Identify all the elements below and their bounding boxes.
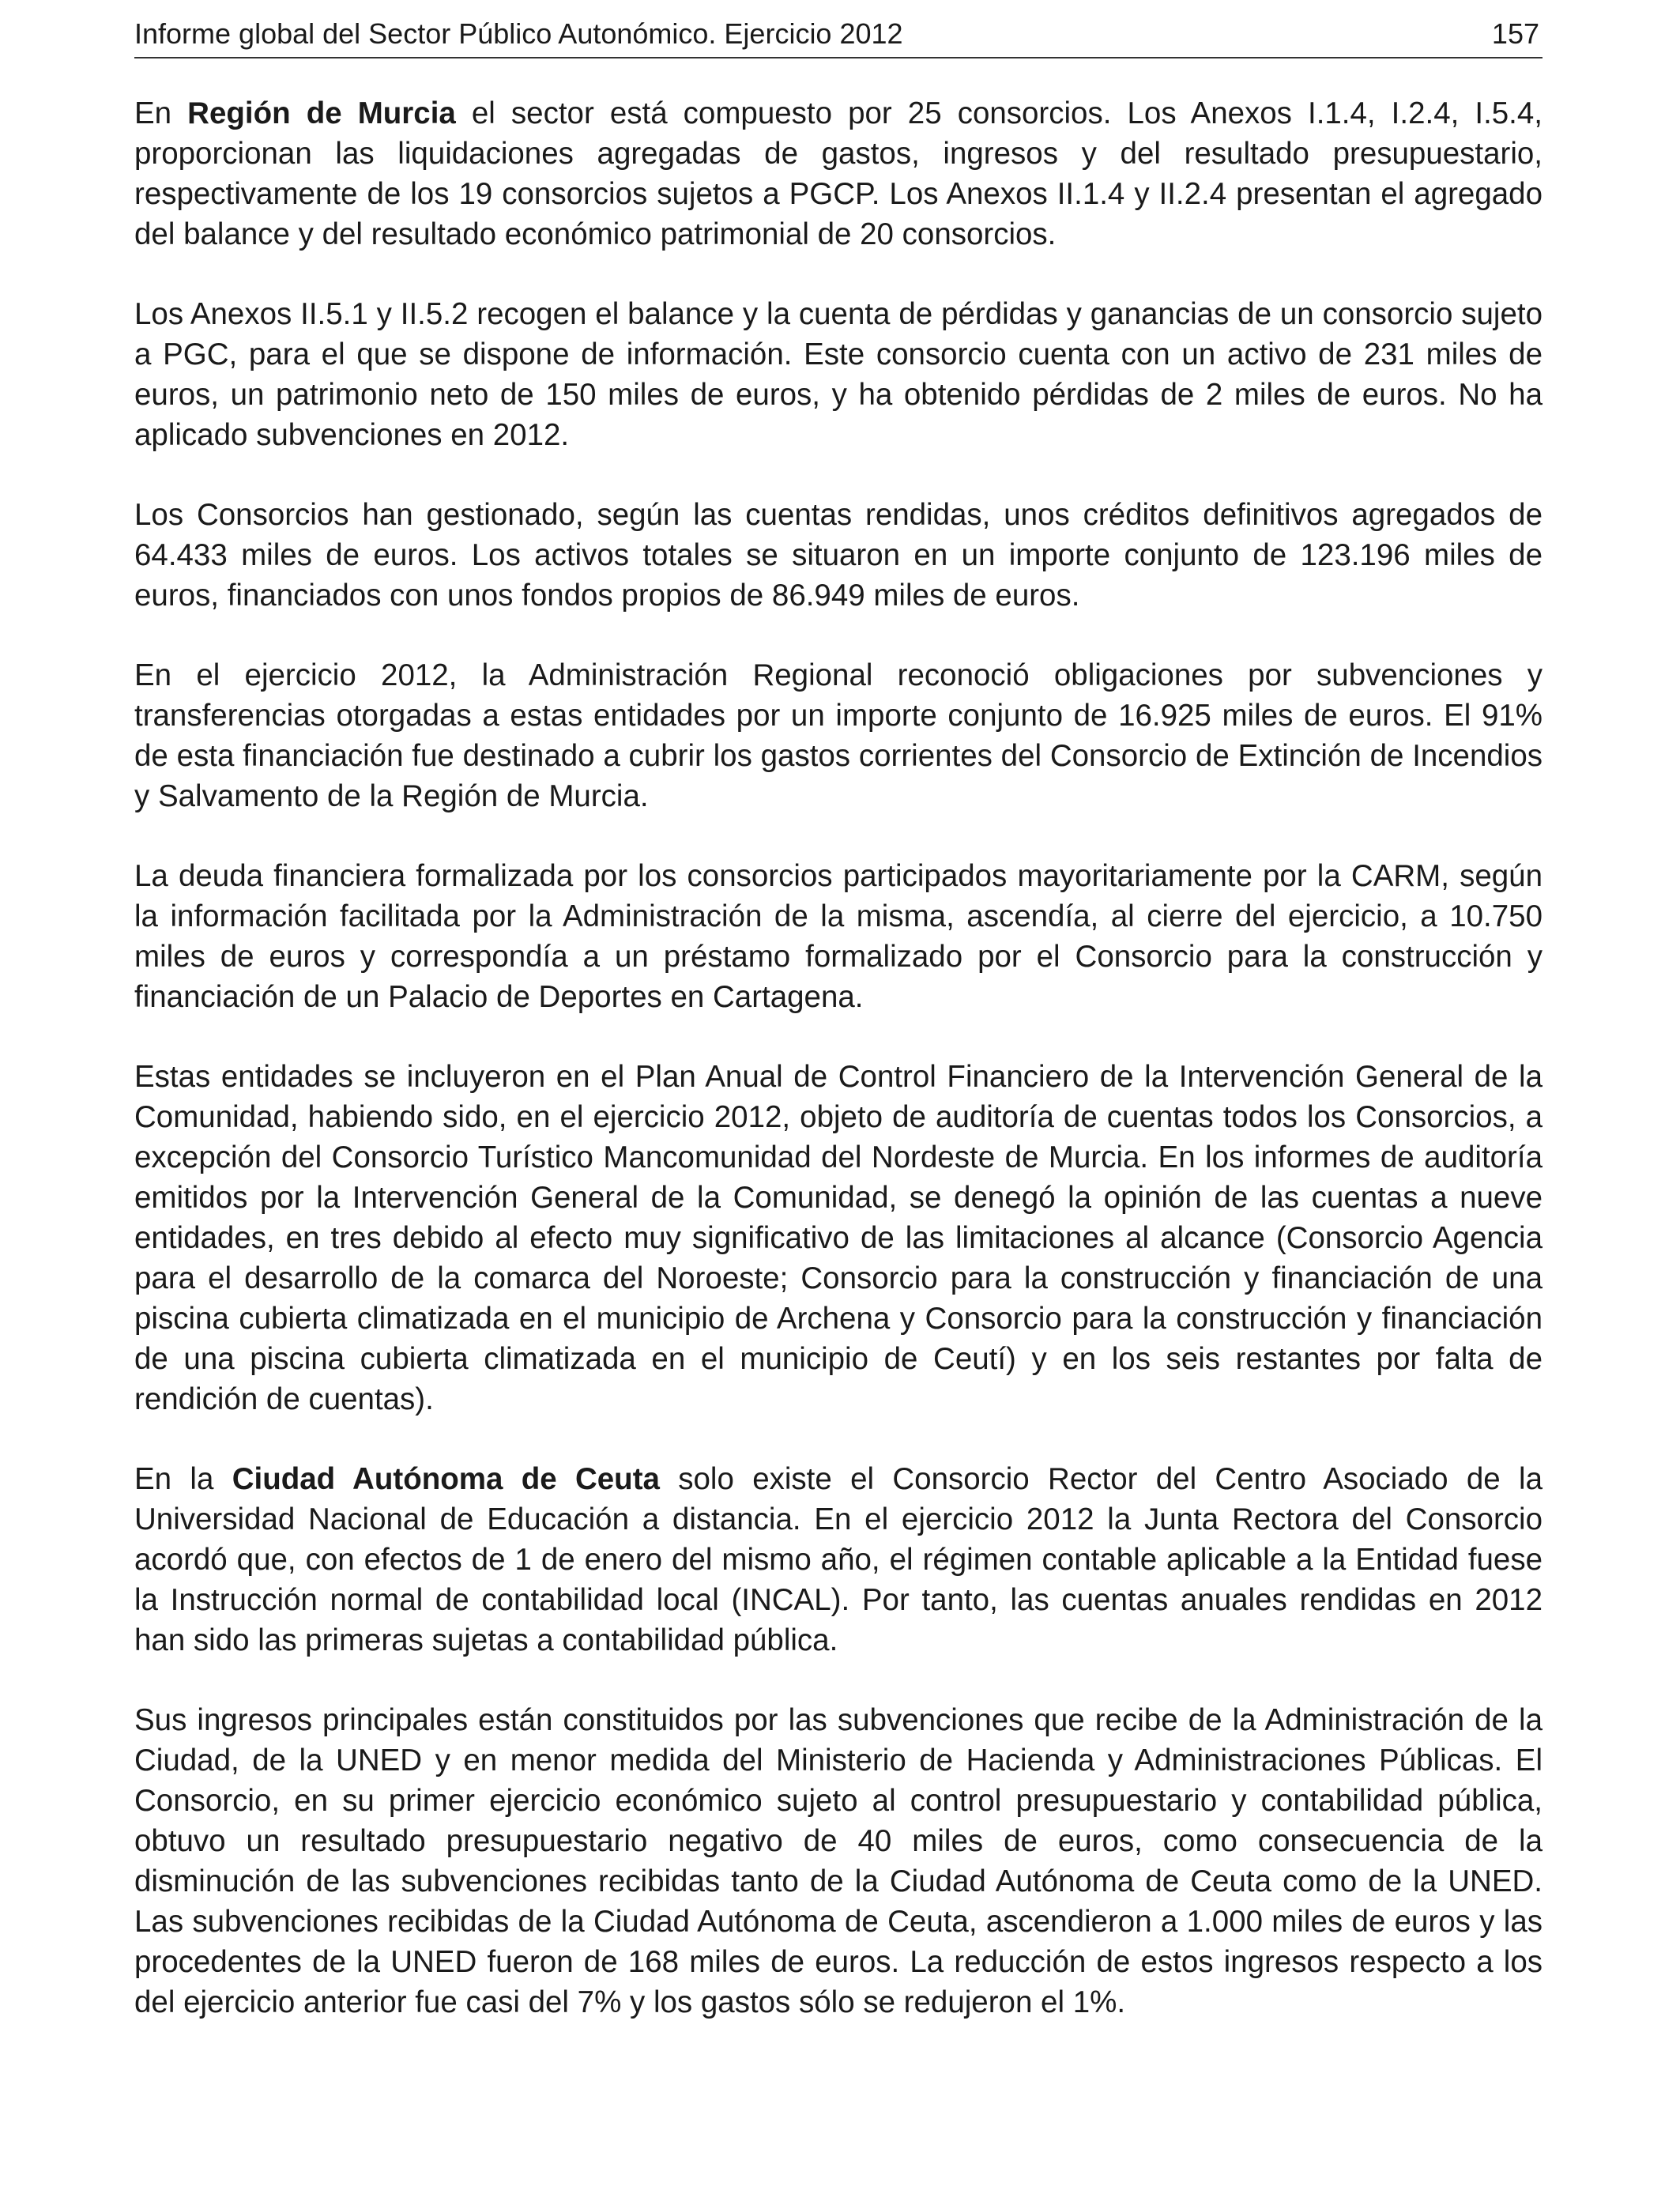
paragraph-financial-debt: La deuda financiera formalizada por los consorcios participados mayoritariamente por la CARM, según la información facilitada por la Administración de la misma, ascendía, al cierre del ejercicio, a 10.750 miles de euros y correspondía a un préstamo formalizado por el Consorcio para la construcción y financiación de un Palacio de Deportes en Cartagena. <box>134 859 1543 1014</box>
paragraph-ceuta-intro <box>134 1459 1543 1661</box>
paragraph-lead: En la <box>134 1462 232 1496</box>
page-header <box>134 14 1543 58</box>
paragraph-subsidies: En el ejercicio 2012, la Administración Regional reconoció obligaciones por subvenciones y transferencias otorgadas a estas entidades por un importe conjunto de 16.925 miles de euros. El 91% de esta financiación fue destinado a cubrir los gastos corrientes del Consorcio de Extinción de Incendios y Salvamento de la Región de Murcia. <box>134 658 1543 813</box>
page-number: 157 <box>1491 17 1539 50</box>
paragraph-pgc-consortium: Los Anexos II.5.1 y II.5.2 recogen el balance y la cuenta de pérdidas y ganancias de un consorcio sujeto a PGC, para el que se dispone de información. Este consorcio cuenta con un activo de 231 miles de euros, un patrimonio neto de 150 miles de euros, y ha obtenido pérdidas de 2 miles de euros. No ha aplicado subvenciones en 2012. <box>134 297 1543 452</box>
paragraph-credits-assets: Los Consorcios han gestionado, según las cuentas rendidas, unos créditos definitivos agregados de 64.433 miles de euros. Los activos totales se situaron en un importe conjunto de 123.196 miles de euros, financiados con unos fondos propios de 86.949 miles de euros. <box>134 498 1543 613</box>
paragraph-ceuta-income: Sus ingresos principales están constituidos por las subvenciones que recibe de la Administración de la Ciudad, de la UNED y en menor medida del Ministerio de Hacienda y Administraciones Públicas. El Consorcio, en su primer ejercicio económico sujeto al control presupuestario y contabilidad pública, obtuvo un resultado presupuestario negativo de 40 miles de euros, como consecuencia de la disminución de las subvenciones recibidas tanto de la Ciudad Autónoma de Ceuta como de la UNED. Las subvenciones recibidas de la Ciudad Autónoma de Ceuta, ascendieron a 1.000 miles de euros y las procedentes de la UNED fueron de 168 miles de euros. La reducción de estos ingresos respecto a los del ejercicio anterior fue casi del 7% y los gastos sólo se redujeron el 1%. <box>134 1703 1543 2019</box>
paragraph-audit: Estas entidades se incluyeron en el Plan Anual de Control Financiero de la Intervención General de la Comunidad, habiendo sido, en el ejercicio 2012, objeto de auditoría de cuentas todos los Consorcios, a excepción del Consorcio Turístico Mancomunidad del Nordeste de Murcia. En los informes de auditoría emitidos por la Intervención General de la Comunidad, se denegó la opinión de las cuentas a nueve entidades, en tres debido al efecto muy significativo de las limitaciones al alcance (Consorcio Agencia para el desarrollo de la comarca del Noroeste; Consorcio para la construcción y financiación de una piscina cubierta climatizada en el municipio de Archena y Consorcio para la construcción y financiación de una piscina cubierta climatizada en el municipio de Ceutí) y en los seis restantes por falta de rendición de cuentas). <box>134 1060 1543 1416</box>
paragraph-lead: En <box>134 96 188 130</box>
region-name-bold: Ciudad Autónoma de Ceuta <box>232 1462 660 1496</box>
header-title: Informe global del Sector Público Autonómico. Ejercicio 2012 <box>134 17 903 50</box>
paragraph-rest: solo existe el Consorcio Rector del Centro Asociado de la Universidad Nacional de Educación a distancia. En el ejercicio 2012 la Junta Rectora del Consorcio acordó que, con efectos de 1 de enero del mismo año, el régimen contable aplicable a la Entidad fuese la Instrucción normal de contabilidad local (INCAL). Por tanto, las cuentas anuales rendidas en 2012 han sido las primeras sujetas a contabilidad pública. <box>134 1462 1543 1657</box>
region-name-bold: Región de Murcia <box>187 96 456 130</box>
paragraph-murcia-intro <box>134 93 1543 254</box>
document-body <box>134 93 1543 2062</box>
paragraph-rest: el sector está compuesto por 25 consorcios. Los Anexos I.1.4, I.2.4, I.5.4, proporcionan las liquidaciones agregadas de gastos, ingresos y del resultado presupuestario, respectivamente de los 19 consorcios sujetos a PGCP. Los Anexos II.1.4 y II.2.4 presentan el agregado del balance y del resultado económico patrimonial de 20 consorcios. <box>134 96 1543 251</box>
